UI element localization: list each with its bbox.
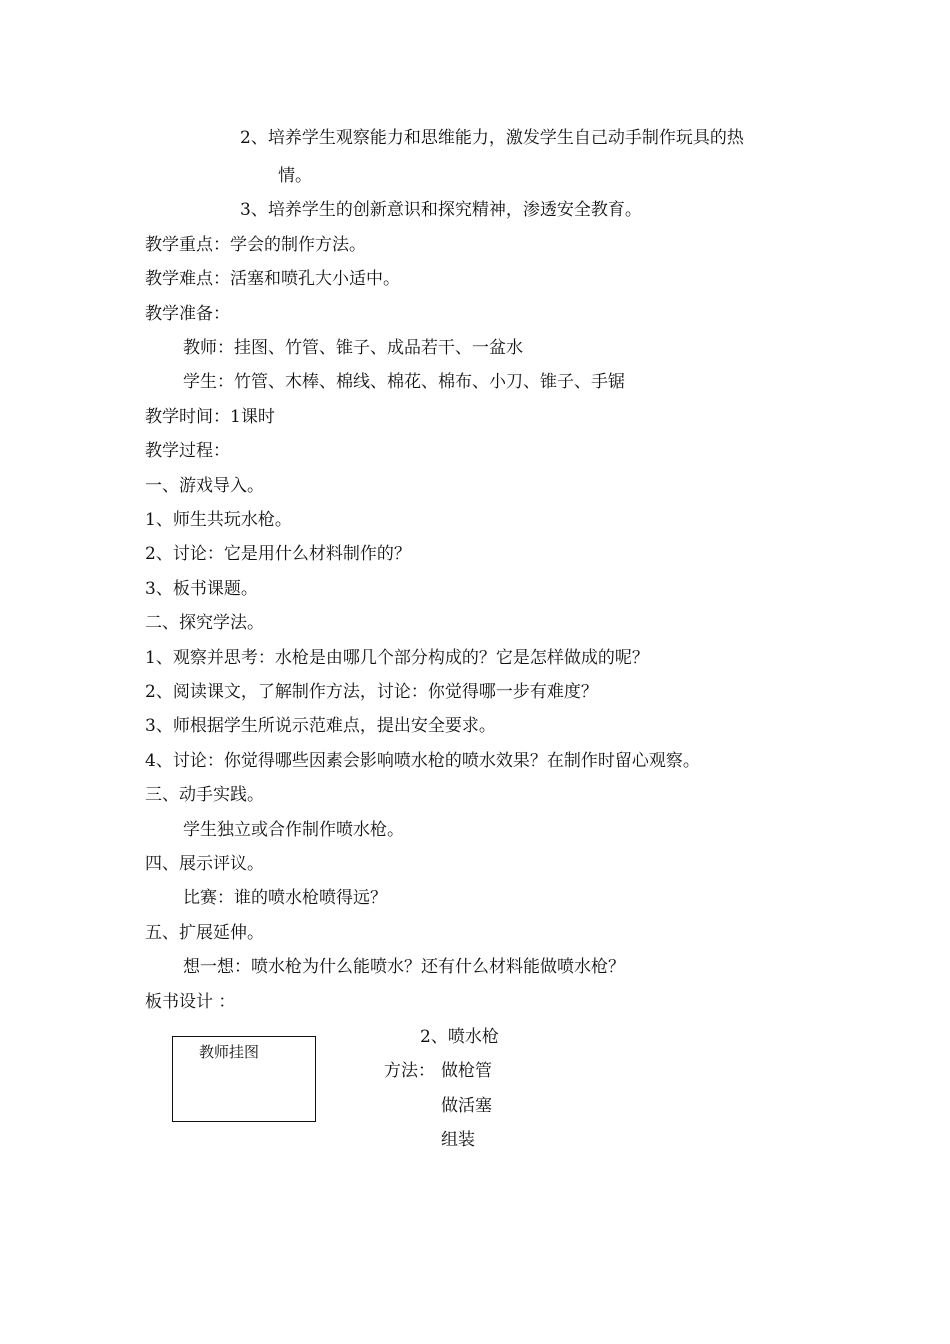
teaching-difficulty: 教学难点：活塞和喷孔大小适中。 (145, 269, 400, 289)
section-2-item-4: 4、讨论：你觉得哪些因素会影响喷水枪的喷水效果？在制作时留心观察。 (145, 751, 700, 771)
board-step-1: 做枪管 (441, 1061, 492, 1081)
section-5-item-1: 想一想：喷水枪为什么能喷水？还有什么材料能做喷水枪？ (183, 957, 625, 977)
section-4-item-1: 比赛：谁的喷水枪喷得远？ (183, 888, 387, 908)
teacher-wallchart-label: 教师挂图 (199, 1043, 260, 1061)
section-3-item-1: 学生独立或合作制作喷水枪。 (183, 820, 404, 840)
objective-2-line1: 2、培养学生观察能力和思维能力，激发学生自己动手制作玩具的热 (240, 128, 744, 148)
section-4-title: 四、展示评议。 (145, 854, 264, 874)
teacher-wallchart-box (172, 1036, 316, 1122)
section-1-item-1: 1、师生共玩水枪。 (145, 510, 292, 530)
section-2-title: 二、探究学法。 (145, 613, 264, 633)
preparation-heading: 教学准备： (145, 304, 230, 324)
board-step-3: 组装 (441, 1130, 475, 1150)
objective-2-line2: 情。 (278, 166, 312, 186)
board-design-heading: 板书设计 ： (145, 992, 236, 1012)
objective-3: 3、培养学生的创新意识和探究精神，渗透安全教育。 (240, 200, 642, 220)
section-3-title: 三、动手实践。 (145, 785, 264, 805)
process-heading: 教学过程： (145, 441, 230, 461)
section-2-item-2: 2、阅读课文，了解制作方法，讨论：你觉得哪一步有难度？ (145, 682, 598, 702)
teaching-time: 教学时间：1课时 (145, 407, 275, 427)
section-2-item-3: 3、师根据学生所说示范难点，提出安全要求。 (145, 716, 496, 736)
section-1-item-2: 2、讨论：它是用什么材料制作的？ (145, 544, 411, 564)
teaching-focus: 教学重点：学会的制作方法。 (145, 235, 366, 255)
section-1-item-3: 3、板书课题。 (145, 579, 258, 599)
board-method-label: 方法： (384, 1061, 435, 1081)
section-1-title: 一、游戏导入。 (145, 476, 264, 496)
board-step-2: 做活塞 (441, 1096, 492, 1116)
section-2-item-1: 1、观察并思考：水枪是由哪几个部分构成的？它是怎样做成的呢？ (145, 648, 649, 668)
preparation-teacher: 教师：挂图、竹管、锥子、成品若干、一盆水 (183, 338, 523, 358)
preparation-student: 学生：竹管、木棒、棉线、棉花、棉布、小刀、锥子、手锯 (183, 372, 625, 392)
board-title: 2、喷水枪 (420, 1027, 499, 1047)
section-5-title: 五、扩展延伸。 (145, 923, 264, 943)
